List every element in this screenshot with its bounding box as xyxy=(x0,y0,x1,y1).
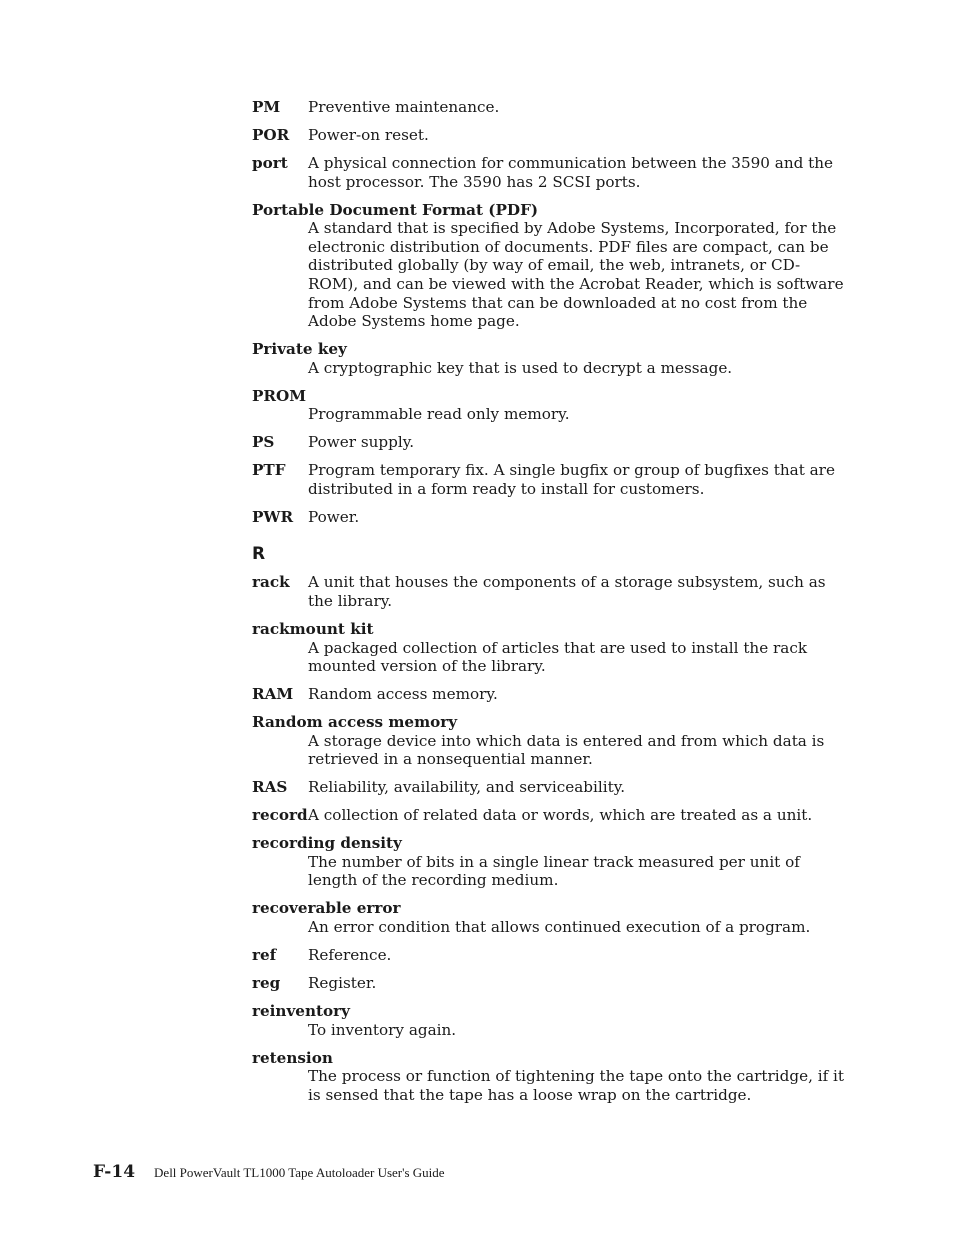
glossary-term: rack xyxy=(252,573,290,592)
glossary-definition: A physical connection for communication between the 3590 and the host processor. The 3590 has 2 SCSI ports. xyxy=(308,153,834,191)
glossary-definition: Random access memory. xyxy=(308,685,498,704)
glossary-definition: Power-on reset. xyxy=(308,125,429,144)
glossary-term: rackmount kit xyxy=(252,619,374,638)
section-letter-heading: R xyxy=(252,544,266,565)
glossary-entry xyxy=(252,98,844,117)
glossary-entry xyxy=(252,778,844,797)
glossary-definition: A packaged collection of articles that are used to install the rack mounted version of the library. xyxy=(308,638,808,676)
glossary-entry xyxy=(252,620,844,676)
glossary-definition: Program temporary fix. A single bugfix or group of bugfixes that are distributed in a form ready to install for customers. xyxy=(308,461,835,498)
glossary-definition: A cryptographic key that is used to decrypt a message. xyxy=(308,358,733,377)
glossary-entry xyxy=(252,713,844,769)
page-footer xyxy=(93,1162,445,1182)
glossary-definition: Register. xyxy=(308,974,377,993)
glossary-term: PM xyxy=(252,98,281,116)
glossary-definition: The number of bits in a single linear track measured per unit of length of the recording medium. xyxy=(308,852,800,890)
glossary-entry xyxy=(252,806,844,825)
glossary-term: reg xyxy=(252,974,281,993)
glossary-definition: A storage device into which data is entered and from which data is retrieved in a nonsequential manner. xyxy=(308,731,825,769)
glossary-definition: To inventory again. xyxy=(308,1020,457,1039)
glossary-term: port xyxy=(252,153,288,172)
glossary-entry xyxy=(252,899,844,936)
glossary-term: record xyxy=(252,806,308,825)
glossary-definition: An error condition that allows continued execution of a program. xyxy=(308,918,811,937)
glossary-definition: Programmable read only memory. xyxy=(308,405,570,424)
glossary-entry xyxy=(252,946,844,965)
page-number: F-14 xyxy=(93,1162,136,1182)
glossary-entry xyxy=(252,1049,844,1105)
glossary-term: retension xyxy=(252,1048,333,1067)
glossary-entry xyxy=(252,974,844,993)
glossary-definition: Preventive maintenance. xyxy=(308,98,500,116)
glossary-definition: Reliability, availability, and serviceability. xyxy=(308,778,626,797)
glossary-group-p xyxy=(252,98,844,526)
glossary-term: PWR xyxy=(252,507,294,526)
glossary-entry xyxy=(252,834,844,890)
glossary-entry xyxy=(252,433,844,452)
glossary-entry xyxy=(252,461,844,498)
glossary-term: PROM xyxy=(252,386,307,405)
glossary-term: Portable Document Format (PDF) xyxy=(252,200,539,219)
glossary-definition: A standard that is specified by Adobe Systems, Incorporated, for the electronic distribution of documents. PDF files are compact, can be distributed globally (by way of email, the web, intranets, or CD-ROM), and can be viewed with the Acrobat Reader, which is software from Adobe Systems that can be downloaded at no cost from the Adobe Systems home page. xyxy=(308,219,844,331)
glossary-definition: A unit that houses the components of a storage subsystem, such as the library. xyxy=(308,573,826,610)
glossary-term: PS xyxy=(252,433,275,452)
glossary-entry xyxy=(252,126,844,145)
glossary-definition: A collection of related data or words, which are treated as a unit. xyxy=(308,806,813,825)
glossary-entry xyxy=(252,1002,844,1039)
glossary-entry xyxy=(252,201,844,331)
glossary-term: PTF xyxy=(252,461,286,480)
glossary-term: Random access memory xyxy=(252,713,458,732)
book-title: Dell PowerVault TL1000 Tape Autoloader User's Guide xyxy=(154,1165,445,1180)
glossary-entry xyxy=(252,508,844,527)
glossary-entry xyxy=(252,387,844,424)
glossary-term: POR xyxy=(252,125,290,144)
glossary-term: recording density xyxy=(252,834,402,853)
glossary-term: RAM xyxy=(252,685,294,704)
glossary-definition: The process or function of tightening the tape onto the cartridge, if it is sensed that the tape has a loose wrap on the cartridge. xyxy=(308,1067,845,1104)
glossary-entry xyxy=(252,340,844,377)
glossary-list xyxy=(252,98,844,1114)
glossary-definition: Power supply. xyxy=(308,433,415,452)
glossary-term: recoverable error xyxy=(252,899,401,918)
glossary-term: reinventory xyxy=(252,1002,350,1020)
glossary-entry xyxy=(252,573,844,610)
glossary-definition: Power. xyxy=(308,507,360,526)
glossary-definition: Reference. xyxy=(308,946,392,965)
glossary-entry xyxy=(252,154,844,191)
glossary-entry xyxy=(252,685,844,704)
glossary-term: RAS xyxy=(252,778,288,797)
glossary-group-r xyxy=(252,573,844,1104)
glossary-term: Private key xyxy=(252,340,347,359)
glossary-term: ref xyxy=(252,946,277,965)
